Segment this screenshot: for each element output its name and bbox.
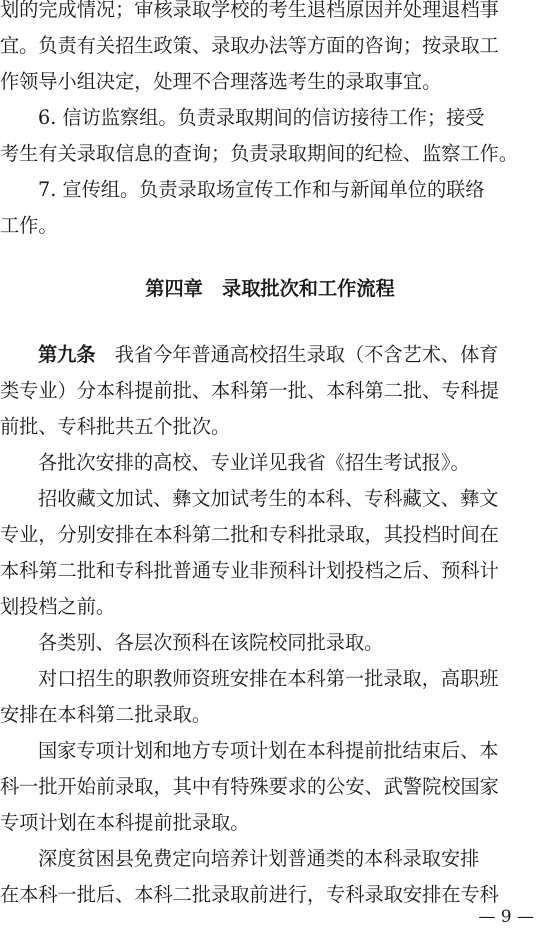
text-line: 前批、专科批共五个批次。: [0, 415, 231, 438]
text-line: 类专业）分本科提前批、本科第一批、本科第二批、专科提: [0, 379, 499, 402]
article-first-line-text: 我省今年普通高校招生录取（不含艺术、体育: [95, 343, 499, 366]
text-line: 本科第二批和专科批普通专业非预科计划投档之后、预科计: [0, 559, 499, 582]
text-line: 对口招生的职教师资班安排在本科第一批录取，高职班: [38, 667, 499, 690]
text-line: 招收藏文加试、彝文加试考生的本科、专科藏文、彝文: [38, 487, 499, 510]
text-line: 国家专项计划和地方专项计划在本科提前批结束后、本: [38, 739, 499, 762]
article-label: 第九条: [38, 343, 96, 366]
text-line: 专项计划在本科提前批录取。: [0, 811, 250, 834]
text-line: 深度贫困县免费定向培养计划普通类的本科录取安排: [38, 847, 480, 870]
text-line: 科一批开始前录取，其中有特殊要求的公安、武警院校国家: [0, 775, 499, 798]
page-number: — 9 —: [478, 907, 534, 927]
text-line: 6. 信访监察组。负责录取期间的信访接待工作；接受: [38, 106, 485, 129]
text-line: 考生有关录取信息的查询；负责录取期间的纪检、监察工作。: [0, 142, 519, 165]
chapter-title: 第四章 录取批次和工作流程: [145, 277, 395, 300]
text-line: 各批次安排的高校、专业详见我省《招生考试报》。: [38, 451, 470, 474]
text-line: 作领导小组决定，处理不合理落选考生的录取事宜。: [0, 70, 442, 93]
text-line: 划的完成情况；审核录取学校的考生退档原因并处理退档事: [0, 0, 499, 21]
article-first-line: [38, 337, 540, 373]
text-line: 工作。: [0, 214, 58, 237]
text-line: 专业，分别安排在本科第二批和专科批录取，其投档时间在: [0, 523, 499, 546]
text-line: 宜。负责有关招生政策、录取办法等方面的咨询；按录取工: [0, 34, 499, 57]
text-line: 在本科一批后、本科二批录取前进行，专科录取安排在专科: [0, 883, 499, 906]
text-line: 划投档之前。: [0, 595, 116, 618]
text-line: 各类别、各层次预科在该院校同批录取。: [38, 631, 384, 654]
text-line: 安排在本科第二批录取。: [0, 703, 212, 726]
text-line: 7. 宣传组。负责录取场宣传工作和与新闻单位的联络: [38, 178, 485, 201]
